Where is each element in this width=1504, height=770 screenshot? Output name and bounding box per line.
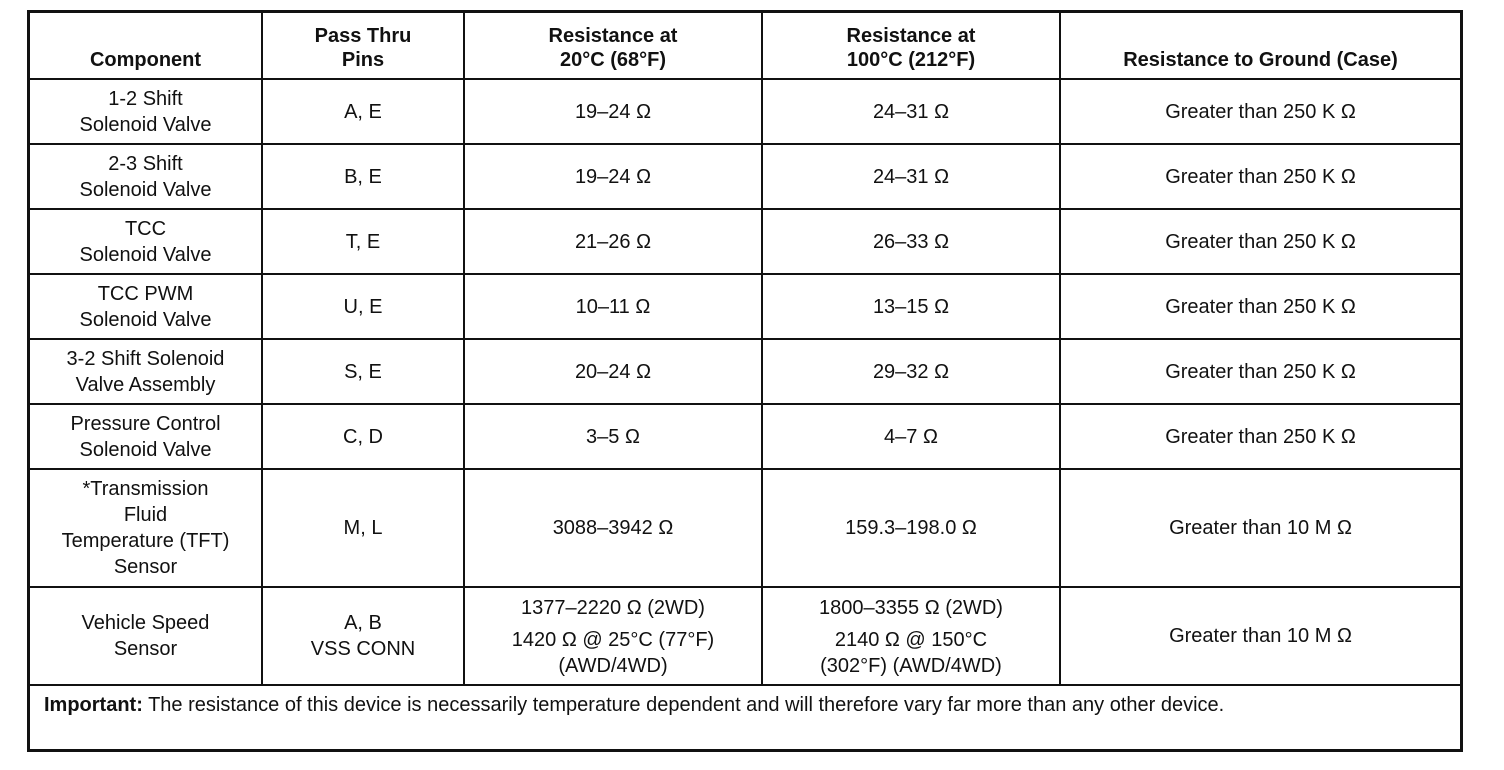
component-line: Pressure Control (70, 412, 221, 435)
header-res100 (762, 13, 1060, 79)
component-line: Sensor (113, 638, 178, 660)
component-line: Solenoid Valve (79, 438, 212, 461)
cell-component (30, 587, 262, 685)
component-line: Solenoid Valve (79, 308, 212, 331)
header-component: Component (30, 13, 262, 79)
cell-component (30, 79, 262, 144)
header-ground: Resistance to Ground (Case) (1060, 13, 1460, 79)
table-row (30, 404, 1460, 469)
cell-res100: 26–33 Ω (762, 209, 1060, 274)
note-label: Important: (44, 694, 143, 716)
header-res20-line: 20°C (68°F) (559, 49, 667, 71)
cell-pins: A, E (262, 79, 464, 144)
header-res20 (464, 13, 762, 79)
res20-line: 1377–2220 Ω (2WD) (521, 597, 705, 619)
res100-line: 1800–3355 Ω (2WD) (819, 597, 1003, 619)
cell-pins: C, D (262, 404, 464, 469)
cell-ground: Greater than 250 K Ω (1060, 79, 1460, 144)
cell-res100: 13–15 Ω (762, 274, 1060, 339)
cell-res100: 24–31 Ω (762, 144, 1060, 209)
cell-ground: Greater than 250 K Ω (1060, 339, 1460, 404)
table-row (30, 144, 1460, 209)
header-row (30, 13, 1460, 79)
header-res100-line: 100°C (212°F) (846, 49, 976, 71)
component-line: Valve Assembly (75, 373, 216, 396)
resistance-spec-table-frame (27, 10, 1463, 752)
cell-res100: 29–32 Ω (762, 339, 1060, 404)
component-line: Solenoid Valve (79, 243, 212, 266)
cell-res100 (762, 587, 1060, 685)
resistance-spec-table (30, 13, 1460, 724)
cell-res20: 21–26 Ω (464, 209, 762, 274)
cell-pins: B, E (262, 144, 464, 209)
cell-pins: U, E (262, 274, 464, 339)
cell-ground: Greater than 250 K Ω (1060, 209, 1460, 274)
table-row (30, 79, 1460, 144)
table-row-vss (30, 587, 1460, 685)
cell-ground: Greater than 250 K Ω (1060, 144, 1460, 209)
header-res20-line: Resistance at (548, 25, 678, 47)
component-line: Solenoid Valve (79, 178, 212, 201)
header-pins (262, 13, 464, 79)
header-res100-line: Resistance at (846, 25, 976, 47)
pins-line: A, B (344, 612, 382, 634)
pins-line: VSS CONN (310, 638, 416, 660)
cell-res20: 3088–3942 Ω (464, 469, 762, 587)
cell-component (30, 274, 262, 339)
cell-ground: Greater than 250 K Ω (1060, 404, 1460, 469)
note-text: The resistance of this device is necessarily temperature dependent and will therefore vary far more than any other device. (142, 694, 1225, 716)
header-pins-line: Pass Thru (314, 25, 412, 47)
cell-res20: 3–5 Ω (464, 404, 762, 469)
cell-res100: 24–31 Ω (762, 79, 1060, 144)
cell-pins: T, E (262, 209, 464, 274)
res20-line: 1420 Ω @ 25°C (77°F) (511, 629, 715, 651)
component-line: 2-3 Shift (108, 152, 183, 175)
cell-res20: 19–24 Ω (464, 79, 762, 144)
component-line: Temperature (TFT) (61, 530, 230, 552)
cell-component (30, 404, 262, 469)
component-line: Vehicle Speed (81, 612, 210, 634)
important-note (30, 685, 1460, 724)
cell-component (30, 469, 262, 587)
table-row (30, 209, 1460, 274)
cell-res20: 19–24 Ω (464, 144, 762, 209)
cell-res20: 20–24 Ω (464, 339, 762, 404)
cell-pins: M, L (262, 469, 464, 587)
component-line: TCC (124, 217, 167, 240)
cell-res20 (464, 587, 762, 685)
component-line: Sensor (113, 556, 178, 578)
table-row (30, 274, 1460, 339)
component-line: Fluid (123, 504, 168, 526)
component-line: 1-2 Shift (108, 87, 183, 110)
cell-pins: S, E (262, 339, 464, 404)
cell-component (30, 339, 262, 404)
header-pins-line: Pins (341, 49, 385, 71)
cell-res20: 10–11 Ω (464, 274, 762, 339)
component-line: Solenoid Valve (79, 113, 212, 136)
cell-res100: 159.3–198.0 Ω (762, 469, 1060, 587)
component-line: TCC PWM (97, 282, 194, 305)
note-row (30, 685, 1460, 724)
component-line: *Transmission (82, 478, 209, 500)
cell-ground: Greater than 250 K Ω (1060, 274, 1460, 339)
res100-line: 2140 Ω @ 150°C (834, 629, 988, 651)
component-line: 3-2 Shift Solenoid (66, 347, 225, 370)
cell-pins (262, 587, 464, 685)
table-row (30, 469, 1460, 587)
cell-component (30, 209, 262, 274)
cell-component (30, 144, 262, 209)
cell-ground: Greater than 10 M Ω (1060, 469, 1460, 587)
cell-res100: 4–7 Ω (762, 404, 1060, 469)
res20-line: (AWD/4WD) (558, 655, 668, 677)
table-row (30, 339, 1460, 404)
res100-line: (302°F) (AWD/4WD) (820, 655, 1002, 677)
cell-ground: Greater than 10 M Ω (1060, 587, 1460, 685)
